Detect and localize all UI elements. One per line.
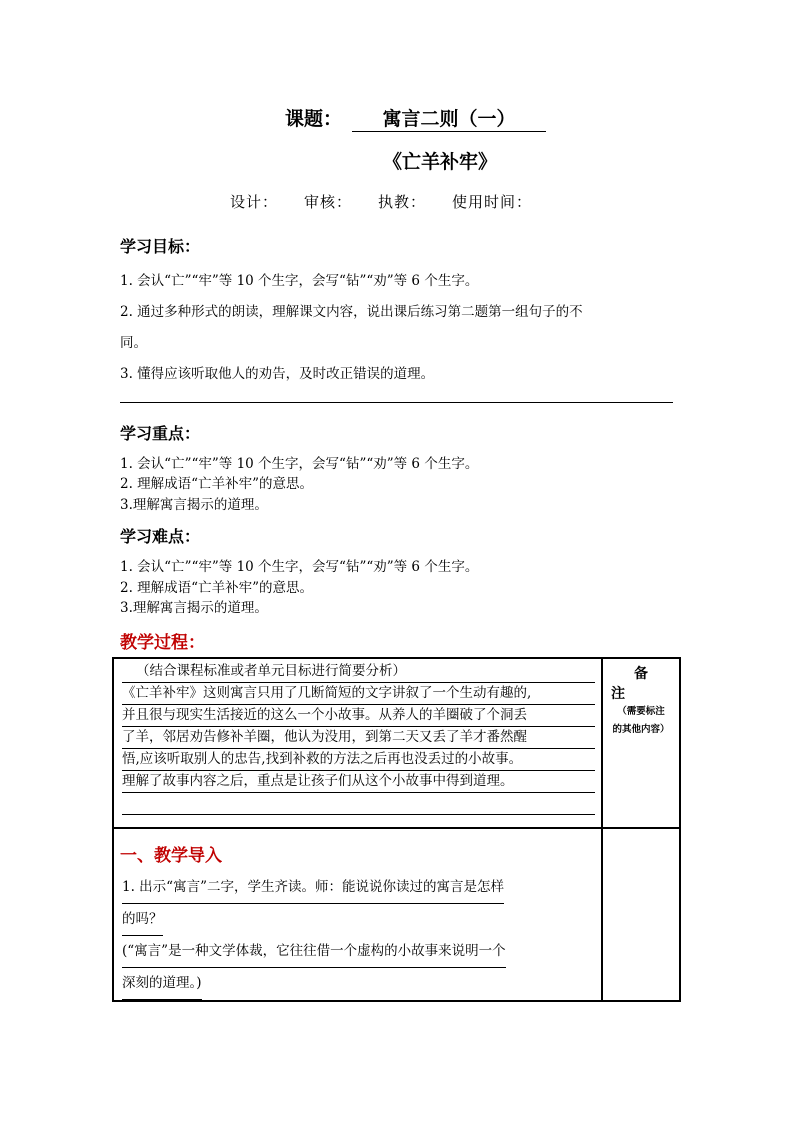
difficulties-heading: 学习难点： xyxy=(120,527,201,546)
key-point-item: 2. 理解成语“亡羊补牢”的意思。 xyxy=(120,476,313,492)
key-points-heading: 学习重点： xyxy=(120,424,201,443)
meta-teacher: 执教： xyxy=(378,193,427,211)
objective-item: 1. 会认“亡”“牢”等 10 个生字，会写“钻”“劝”等 6 个生字。 xyxy=(120,273,479,289)
intro-line: (“寓言”是一种文学体裁，它往往借一个虚构的小故事来说明一个 xyxy=(122,936,506,968)
objective-item: 3. 懂得应该听取他人的劝告，及时改正错误的道理。 xyxy=(120,366,435,382)
objective-item: 同。 xyxy=(120,335,147,351)
difficulty-item: 2. 理解成语“亡羊补牢”的意思。 xyxy=(120,580,313,596)
intro-cell xyxy=(113,828,602,1001)
difficulty-item: 3.理解寓言揭示的道理。 xyxy=(120,600,268,616)
meta-time: 使用时间： xyxy=(452,193,533,211)
remark-note: 的其他内容） xyxy=(612,724,670,735)
objective-item: 2. 通过多种形式的朗读，理解课文内容，说出课后练习第二题第一组句子的不 xyxy=(120,304,583,320)
intro-lines xyxy=(114,872,601,1000)
objectives-heading: 学习目标： xyxy=(120,237,201,256)
topic-label: 课题： xyxy=(285,108,343,130)
meta-design: 设计： xyxy=(230,193,279,211)
key-point-item: 3.理解寓言揭示的道理。 xyxy=(120,497,268,513)
analysis-line: （结合课程标准或者单元目标进行简要分析） xyxy=(122,661,595,683)
lesson-subtitle: 《亡羊补牢》 xyxy=(383,151,498,173)
process-table xyxy=(112,657,681,1002)
analysis-line: 悟,应该听取别人的忠告,找到补救的方法之后再也没丢过的小故事。 xyxy=(122,749,595,771)
remark-cell-empty xyxy=(602,828,680,1001)
analysis-line: 并且很与现实生活接近的这么一个小故事。从养人的羊圈破了个洞丢 xyxy=(122,705,595,727)
topic-row xyxy=(285,104,546,132)
intro-line: 1. 出示“寓言”二字，学生齐读。师：能说说你读过的寓言是怎样 xyxy=(122,872,504,904)
process-heading: 教学过程： xyxy=(120,633,205,653)
blank-line xyxy=(122,793,595,815)
analysis-cell xyxy=(113,658,602,828)
remark-title: 注 xyxy=(611,686,625,702)
intro-line: 深刻的道理。) xyxy=(122,968,202,1000)
analysis-line: 了羊，邻居劝告修补羊圈，他认为没用，到第二天又丢了羊才番然醒 xyxy=(122,727,595,749)
section-heading: 一、教学导入 xyxy=(120,846,222,866)
remark-note: （需要标注 xyxy=(617,706,665,717)
difficulty-item: 1. 会认“亡”“牢”等 10 个生字，会写“钻”“劝”等 6 个生字。 xyxy=(120,559,479,575)
key-point-item: 1. 会认“亡”“牢”等 10 个生字，会写“钻”“劝”等 6 个生字。 xyxy=(120,456,479,472)
remark-cell xyxy=(602,658,680,828)
topic-title: 寓言二则（一） xyxy=(352,104,546,132)
meta-review: 审核： xyxy=(304,193,353,211)
analysis-lines xyxy=(114,659,601,815)
divider xyxy=(120,402,673,403)
analysis-line: 《亡羊补牢》这则寓言只用了几断简短的文字讲叙了一个生动有趣的, xyxy=(122,683,595,705)
meta-row xyxy=(230,191,558,212)
analysis-line: 理解了故事内容之后，重点是让孩子们从这个小故事中得到道理。 xyxy=(122,771,595,793)
remark-title: 备 xyxy=(634,666,648,682)
intro-line: 的吗？ xyxy=(122,904,163,936)
